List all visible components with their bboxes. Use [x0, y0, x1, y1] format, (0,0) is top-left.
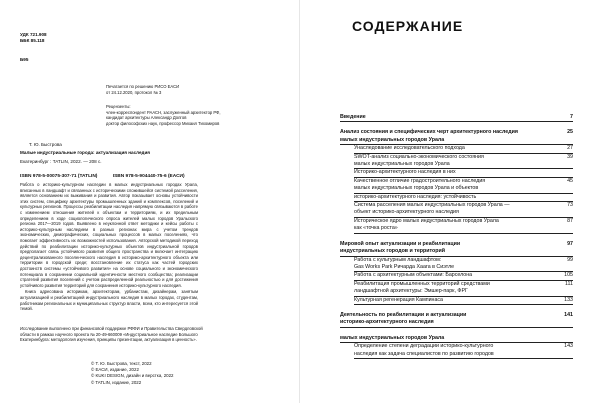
toc-entry-text: Историко-архитектурного наследия в них [354, 169, 456, 176]
toc-page-number: 99 [567, 256, 573, 263]
copyright-line: © Т. Ю. Быстрова, текст, 2022 [91, 361, 152, 366]
toc-entry-text: Реабилитация промышленных территорий средствами [354, 280, 490, 287]
toc-subsection-entry [354, 154, 573, 170]
toc-subsection-entry [354, 343, 573, 359]
toc-section-entry [340, 335, 573, 343]
toc-entry-text: Качественное отличие градостроительного наследия [354, 177, 486, 184]
reviewers-block [106, 104, 291, 126]
approval-line: от 24.12.2020, протокол № 3 [106, 89, 162, 95]
toc-subsection-entry [354, 202, 573, 218]
toc-entry-text-continued: наследия как задача специалистов по развитию городов [354, 350, 494, 357]
toc-entry-text: историко-архитектурного наследия: устойчивость [354, 193, 477, 200]
reviewer-line: член-корреспондент РААСН, заслуженный архитектор РФ, [106, 109, 221, 115]
toc-subsection-entry [354, 178, 573, 194]
toc-entry-text: Анализ состояния и специфических черт архитектурного наследия [340, 129, 518, 136]
funding-note: Исследование выполнено при финансовой поддержке РФФИ и Правительства Свердловской области в рамках научного проекта № 20-49-660009 «Индустриальное наследие Большого Екатеринбурга: методология изучения, принципы презентации, актуализация в ценность». [20, 326, 203, 343]
isbn-easi: ISBN 978-5-904440-75-6 (ЕАСИ) [112, 174, 185, 179]
toc-title: СОДЕРЖАНИЕ [352, 18, 464, 34]
toc-subsection-entry [354, 272, 573, 280]
toc-page-number: 25 [567, 129, 573, 136]
toc-entry-text-continued: малых индустриальных городов Урала и объектов [354, 185, 479, 192]
author-name: Т. Ю. Быстрова [29, 142, 62, 147]
abstract-paragraph: Работа о историко-культурном наследии в малых индустриальных городах Урала, вписанных в ландшафт и связанных с историческими сложившейся системой расселения, является основанием их выживания и развития. Автор показывает основы устойчивости этих систем, специфику архитектуры промышленных зданий и комплексов, поселений и культурных регионов. Процессы реабилитации наследия напрямую связываются в работе с изменением отношения жителей к объектам и территориям, и их предельным определением в ходе социологического опроса жителей малых городов Уральского региона 2017—2019 годов. Выявлено в неуклонной ответ методики и кейсы работы с историко-культурным наследием в разных регионах мира с учетом трендов экономических, демографических, социальных процессов в малых поселениях, что помогает эффективность их возможностей использования. Авторской методикой переход действий по реабилитации историко-культурных объектов индустриальной городов предполагает связь устойчивого развития общего пространства и включает интеграцию децентрализованного поселенческого наследия в историко-архитектурного объекта или территории в городской среде; восстановление их статуса как частей городских достоинств системы «устойчивого развития» на основе социального и экономического потенциала в сохранении социальной идентичности местного сообщества; реализации стратегий развития поселений с учетом распределенной реальностью и для достижения устойчивого развития территорий для сохранения историко-культурного наследия. [20, 182, 198, 288]
isbn-row [20, 174, 185, 179]
toc-entry-text-continued: историко-архитектурного наследия [340, 319, 434, 326]
reviewer-line: кандидат архитектуры Александр Долгов [106, 115, 187, 121]
copyright-line: © KUKI DESIGN, дизайн и верстка, 2022 [91, 373, 174, 379]
toc-entry-text: Работа с культурным ландшафтом: [354, 256, 442, 263]
toc-entry-text-continued: Gas Works Park Ричарда Хаага в Сиэтле [354, 263, 455, 270]
toc-entry-text: Культурная регенерация Кампинаса [354, 296, 443, 303]
toc-section-entry [340, 241, 573, 257]
toc-entry-text-continued: объект историко-архитектурного наследия [354, 209, 459, 216]
toc-entry-text: Введение [340, 114, 366, 120]
toc-section-entry [340, 312, 573, 328]
toc-page-number: 73 [567, 202, 573, 209]
bbk-code: ББК 85.118 [20, 38, 45, 43]
toc-entry-text-continued: как «точка роста» [354, 225, 398, 232]
approval-note [106, 84, 286, 95]
toc-entry-text: Работа с архитектурным объектами: Барселона [354, 272, 473, 279]
book-title: Малые индустриальные города: актуализация наследия [20, 150, 150, 155]
reviewer-line: доктор философских наук, профессор Михаил Тихомиров [106, 120, 220, 126]
toc-page-number: 45 [567, 177, 573, 184]
toc-page-number: 143 [564, 343, 573, 350]
udk-code: УДК 721.908 [20, 32, 47, 37]
approval-line: Печатается по решению РИСО ЕАСИ [106, 84, 180, 89]
toc-page-number: 97 [567, 240, 573, 247]
copyright-line: © ЕАСИ, издание, 2022 [91, 367, 139, 373]
toc-section-entry [340, 114, 573, 122]
toc-section-entry [340, 129, 573, 145]
table-of-contents [340, 107, 573, 359]
classification-codes [20, 32, 47, 44]
toc-entry-text: Мировой опыт актуализации и реабилитации [340, 240, 461, 247]
toc-entry-text-continued: малых индустриальных городов Урала [340, 136, 445, 143]
toc-subsection-entry [354, 194, 573, 202]
copyright-block [91, 361, 173, 386]
abstract [20, 182, 198, 313]
toc-entry-text: Деятельность по реабилитации и актуализации [340, 311, 467, 318]
toc-page-number: 105 [564, 272, 573, 279]
toc-entry-text: Унаследование исследовательского подхода [354, 145, 465, 152]
toc-entry-text: Определение степени деградации историко-культурного [354, 343, 494, 350]
toc-page-number: 141 [564, 311, 573, 318]
toc-entry-text: Система расселения малых индустриальных городов Урала — [354, 202, 510, 209]
toc-page-number: 111 [564, 280, 573, 287]
abstract-paragraph: Книга адресована историкам, архитекторам, урбанистам, дизайнерам, занятым актуализацией и реабилитацией индустриального наследия в малых городах, студентам, работникам региональных и муниципальных структур власти, всем, кто интересуется этой темой. [20, 289, 198, 312]
toc-entry-text: Историческое ядро малых индустриальных городов Урала [354, 217, 499, 224]
copyright-line: © TATLIN, издание, 2022 [91, 379, 142, 385]
toc-entry-text-continued: индустриальных городов и территорий [340, 248, 446, 255]
toc-subsection-entry [354, 169, 573, 177]
toc-subsection-entry [354, 281, 573, 297]
imprint: Екатеринбург : TATLIN, 2022. — 208 с. [20, 159, 102, 164]
toc-entry-text: малых индустриальных городов Урала [340, 334, 445, 341]
right-page [300, 0, 600, 403]
toc-subsection-entry [354, 145, 573, 153]
toc-page-number: 133 [564, 296, 573, 303]
toc-page-number: 87 [567, 217, 573, 224]
toc-page-number: 39 [567, 153, 573, 160]
author-mark: Б95 [20, 57, 29, 62]
toc-subsection-entry [354, 218, 573, 234]
reviewers-heading: Рецензенты: [106, 104, 131, 109]
toc-entry-text-continued: малых индустриальных городов Урала [354, 161, 450, 168]
toc-entry-text: SWOT-анализ социально-экономического состояния [354, 153, 484, 160]
toc-subsection-entry [354, 257, 573, 273]
toc-page-number: 27 [567, 145, 573, 152]
isbn-tatlin: ISBN 978-5-00075-307-71 (TATLIN) [20, 174, 98, 179]
toc-entry-text-continued: ландшафтной архитектуры: Эмшер-парк, ФРГ [354, 288, 468, 295]
toc-page-number: 7 [570, 114, 573, 120]
toc-subsection-entry [354, 297, 573, 305]
